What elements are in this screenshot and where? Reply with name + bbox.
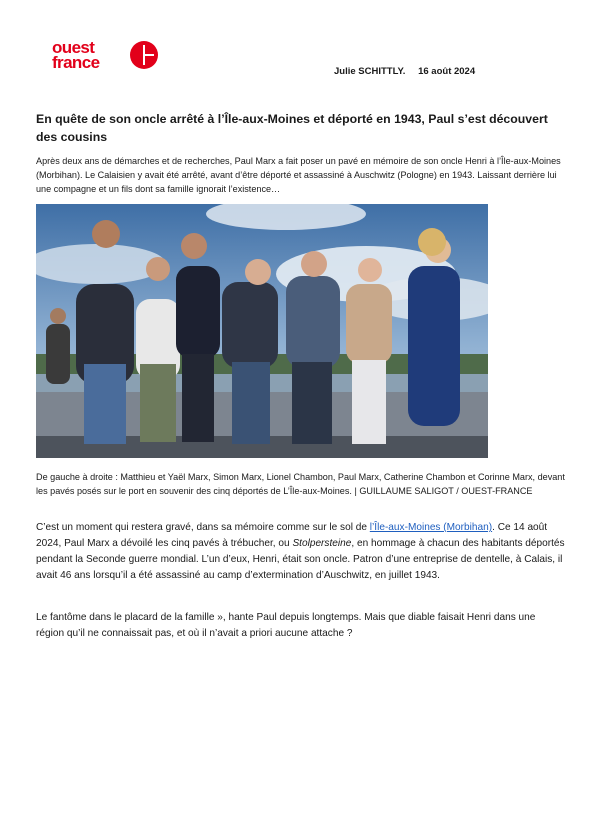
article-headline: En quête de son oncle arrêté à l’Île-aux-Moines et déporté en 1943, Paul s’est découvert des cousins xyxy=(36,112,548,144)
publish-date: 16 août 2024 xyxy=(418,66,476,77)
author-name: Julie SCHITTLY. xyxy=(334,66,406,77)
article-photo xyxy=(36,204,488,458)
group-photo-illustration xyxy=(36,204,488,458)
photo-caption: De gauche à droite : Matthieu et Yaël Marx, Simon Marx, Lionel Chambon, Paul Marx, Catherine Chambon et Corinne Marx, devant les pavés posés sur le port en souvenir des cinq déportés de L’Île-aux-Moines. | GUILLAUME SALIGOT / OUEST-FRANCE xyxy=(36,472,565,496)
article-lead: Après deux ans de démarches et de recherches, Paul Marx a fait poser un pavé en mémoire de son oncle Henri à l’Île-aux-Moines (Morbihan). Le Calaisien y avait été arrêté, avant d’être déporté et assassiné à Auschwitz (Pologne) en 1943. Laissant derrière lui une compagne et un fils dont sa famille ignorait l’existence… xyxy=(36,156,561,194)
stolpersteine-term: Stolpersteine xyxy=(292,538,352,549)
p1-text-start: C’est un moment qui restera gravé, dans sa mémoire comme sur le sol de xyxy=(36,522,370,533)
logo-word-ouest: ouest xyxy=(52,38,95,57)
p1-text-middle: . Ce 14 août 2024, Paul Marx a dévoilé les cinq pavés à trébucher, ou xyxy=(36,522,548,549)
article-paragraph-1 xyxy=(36,520,566,584)
logo-word-france: france xyxy=(52,53,100,72)
p1-text-end: , en hommage à chacun des habitants déportés pendant la Seconde guerre mondial. L’un d’eux, Henri, était son oncle. Patron d’une entreprise de dentelle, à Calais, il avait 46 ans lorsqu’il a été assassiné au camp d’extermination d’Auschwitz, en juillet 1943. xyxy=(36,538,565,581)
ouest-france-logo xyxy=(52,40,162,76)
article-paragraph-2: Le fantôme dans le placard de la famille », hante Paul depuis longtemps. Mais que diable faisait Henri dans une région qu’il ne connaissait pas, et où il n’avait a priori aucune attache ? xyxy=(36,612,536,639)
ile-aux-moines-link[interactable]: l’Île-aux-Moines (Morbihan) xyxy=(369,522,493,533)
logo-emblem-icon xyxy=(130,41,158,69)
byline xyxy=(334,66,475,77)
logo-wordmark xyxy=(52,40,99,70)
